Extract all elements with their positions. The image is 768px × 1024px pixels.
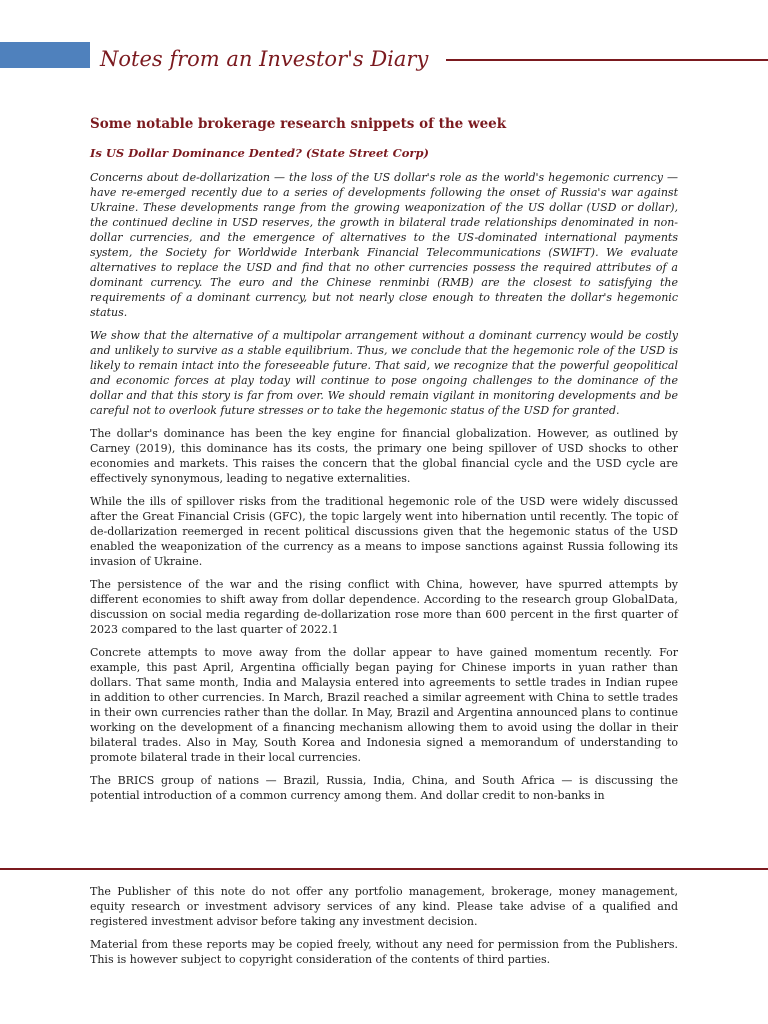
body-paragraph-2: While the ills of spillover risks from the traditional hegemonic role of the USD were widely discussed after the Great Financial Crisis (GFC), the topic largely went into hibernation until recently. The topic of de-dollarization reemerged in recent political discussions given that the hegemonic status of the USD enabled the weaponization of the currency as a means to impose sanctions against Russia following its invasion of Ukraine.	[90, 495, 678, 568]
main-content	[90, 114, 678, 811]
body-paragraph-4: Concrete attempts to move away from the dollar appear to have gained momentum recently. For example, this past April, Argentina officially began paying for Chinese imports in yuan rather than dollars. That same month, India and Malaysia entered into agreements to settle trades in Indian rupee in addition to other currencies. In March, Brazil reached a similar agreement with China to settle trades in their own currencies rather than the dollar. In May, Brazil and Argentina announced plans to continue working on the development of a financing mechanism allowing them to avoid using the dollar in their bilateral trades. Also in May, South Korea and Indonesia signed a memorandum of understanding to promote bilateral trade in their local currencies.	[90, 646, 678, 764]
abstract-paragraph-1: Concerns about de-dollarization — the loss of the US dollar's role as the world's hegemonic currency — have re-emerged recently due to a series of developments following the onset of Russia's war against Ukraine. These developments range from the growing weaponization of the US dollar (USD or dollar), the continued decline in USD reserves, the growth in bilateral trade relationships denominated in non-dollar currencies, and the emergence of alternatives to the US-dominated international payments system, the Society for Worldwide Interbank Financial Telecommunications (SWIFT). We evaluate alternatives to replace the USD and find that no other currencies possess the required attributes of a dominant currency. The euro and the Chinese renminbi (RMB) are the closest to satisfying the requirements of a dominant currency, but not nearly close enough to threaten the dollar's hegemonic status.	[90, 171, 678, 319]
footer-rule	[0, 868, 768, 870]
body-paragraph-5: The BRICS group of nations — Brazil, Russia, India, China, and South Africa — is discussing the potential introduction of a common currency among them. And dollar credit to non-banks in	[90, 774, 678, 802]
section-heading: Some notable brokerage research snippets of the week	[90, 116, 507, 132]
header-rule	[446, 59, 768, 61]
page-title: Notes from an Investor's Diary	[100, 47, 429, 71]
footer	[90, 884, 678, 975]
body-paragraph-3: The persistence of the war and the rising conflict with China, however, have spurred attempts by different economies to shift away from dollar dependence. According to the research group GlobalData, discussion on social media regarding de-dollarization rose more than 600 percent in the first quarter of 2023 compared to the last quarter of 2022.1	[90, 578, 678, 636]
article-title: Is US Dollar Dominance Dented? (State Street Corp)	[90, 146, 429, 160]
body-paragraph-1: The dollar's dominance has been the key engine for financial globalization. However, as outlined by Carney (2019), this dominance has its costs, the primary one being spillover of USD shocks to other economies and markets. This raises the concern that the global financial cycle and the USD cycle are effectively synonymous, leading to negative externalities.	[90, 427, 678, 485]
footer-disclaimer: The Publisher of this note do not offer any portfolio management, brokerage, money management, equity research or investment advisory services of any kind. Please take advise of a qualified and registered investment advisor before taking any investment decision.	[90, 885, 678, 928]
header-color-tab	[0, 42, 90, 68]
footer-copyright: Material from these reports may be copied freely, without any need for permission from the Publishers. This is however subject to copyright consideration of the contents of third parties.	[90, 938, 678, 966]
abstract-paragraph-2: We show that the alternative of a multipolar arrangement without a dominant currency would be costly and unlikely to survive as a stable equilibrium. Thus, we conclude that the hegemonic role of the USD is likely to remain intact into the foreseeable future. That said, we recognize that the powerful geopolitical and economic forces at play today will continue to pose ongoing challenges to the dominance of the dollar and that this story is far from over. We should remain vigilant in monitoring developments and be careful not to overlook future stresses or to take the hegemonic status of the USD for granted.	[90, 329, 678, 417]
